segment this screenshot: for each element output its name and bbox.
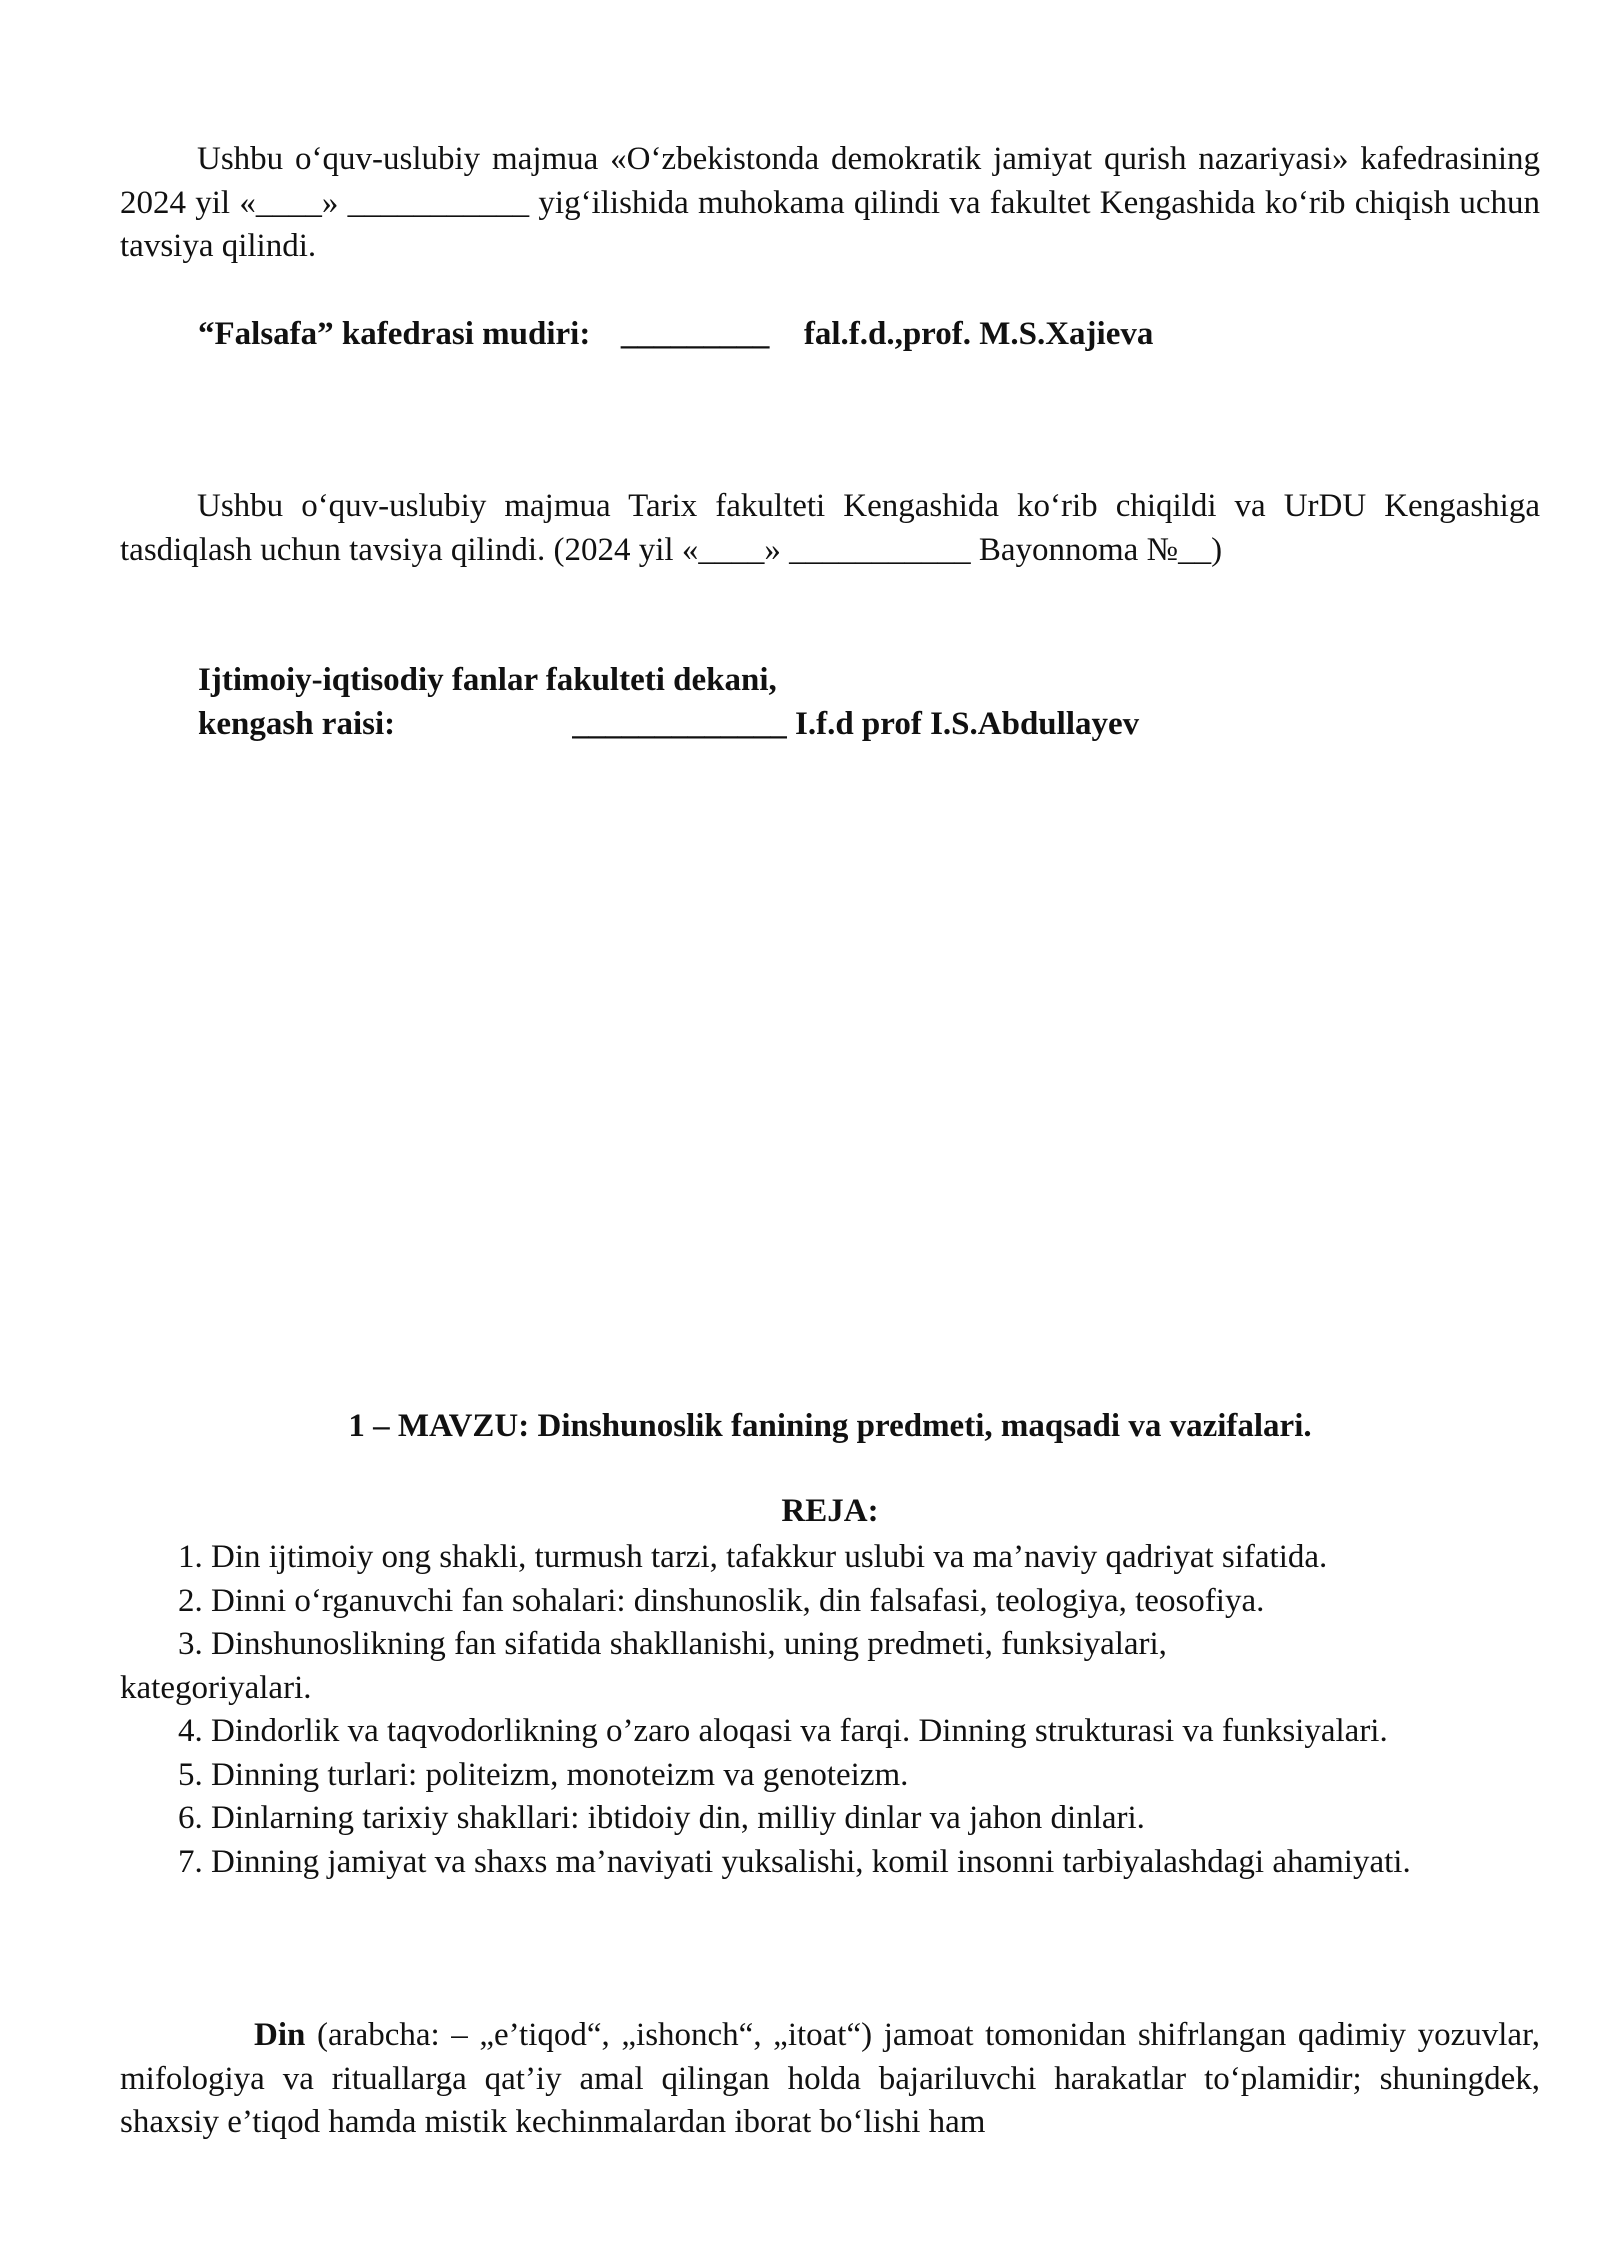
dean-blank: _____________ (572, 706, 787, 742)
plan-item: 7. Dinning jamiyat va shaxs ma’naviyati yuksalishi, komil insonni tarbiyalashdagi ahamiyati. (178, 1843, 1411, 1880)
dean-title: Ijtimoiy-iqtisodiy fanlar fakulteti dekani, (198, 662, 777, 698)
approval-kafedra-paragraph: Ushbu o‘quv-uslubiy majmua «O‘zbekistonda demokratik jamiyat qurish nazariyasi» kafedrasining 2024 yil «____» ___________ yig‘ilishida muhokama qilindi va fakultet Kengashida ko‘rib chiqish uchun tavsiya qilindi. (120, 141, 1540, 264)
plan-list (120, 1536, 1540, 1884)
dean-label: kengash raisi: (198, 706, 396, 742)
plan-heading: REJA: (781, 1493, 879, 1529)
plan-item: 3. Dinshunoslikning fan sifatida shakllanishi, uning predmeti, funksiyalari, kategoriyalari. (120, 1626, 1167, 1706)
plan-item: 4. Dindorlik va taqvodorlikning o’zaro aloqasi va farqi. Dinning strukturasi va funksiyalari. (178, 1713, 1388, 1749)
approval-faculty-paragraph: Ushbu o‘quv-uslubiy majmua Tarix fakulteti Kengashida ko‘rib chiqildi va UrDU Kengashiga tasdiqlash uchun tavsiya qilindi. (2024 yil «____» ___________ Bayonnoma №__) (120, 488, 1540, 568)
dean-name: I.f.d prof I.S.Abdullayev (795, 706, 1140, 742)
plan-item: 1. Din ijtimoiy ong shakli, turmush tarzi, tafakkur uslubi va ma’naviy qadriyat sifatida. (178, 1539, 1328, 1575)
kafedra-head-name: fal.f.d.,prof. M.S.Xajieva (803, 316, 1154, 352)
definition-term: Din (254, 2017, 306, 2053)
kafedra-head-label: “Falsafa” kafedrasi mudiri: (198, 316, 591, 352)
plan-item: 5. Dinning turlari: politeizm, monoteizm va genoteizm. (178, 1756, 909, 1793)
plan-item: 6. Dinlarning tarixiy shakllari: ibtidoiy din, milliy dinlar va jahon dinlari. (178, 1800, 1145, 1836)
dean-title-line (198, 662, 777, 699)
definition-text: (arabcha: – „e’tiqod“, „ishonch“, „itoat“) jamoat tomonidan shifrlangan qadimiy yozuvlar, mifologiya va rituallarga qat’iy amal qilingan holda bajariluvchi harakatlar to‘plamidir; shuningdek, shaxsiy e’tiqod hamda mistik kechinmalardan iborat bo‘lishi ham (120, 2017, 1540, 2140)
kafedra-head-signature (198, 316, 1153, 353)
definition-paragraph (120, 2014, 1540, 2145)
dean-signature (198, 706, 1139, 743)
kafedra-head-blank: _________ (620, 316, 770, 352)
topic-title: 1 – MAVZU: Dinshunoslik fanining predmeti, maqsadi va vazifalari. (348, 1408, 1312, 1444)
plan-item: 2. Dinni o‘rganuvchi fan sohalari: dinshunoslik, din falsafasi, teologiya, teosofiya. (178, 1582, 1265, 1619)
